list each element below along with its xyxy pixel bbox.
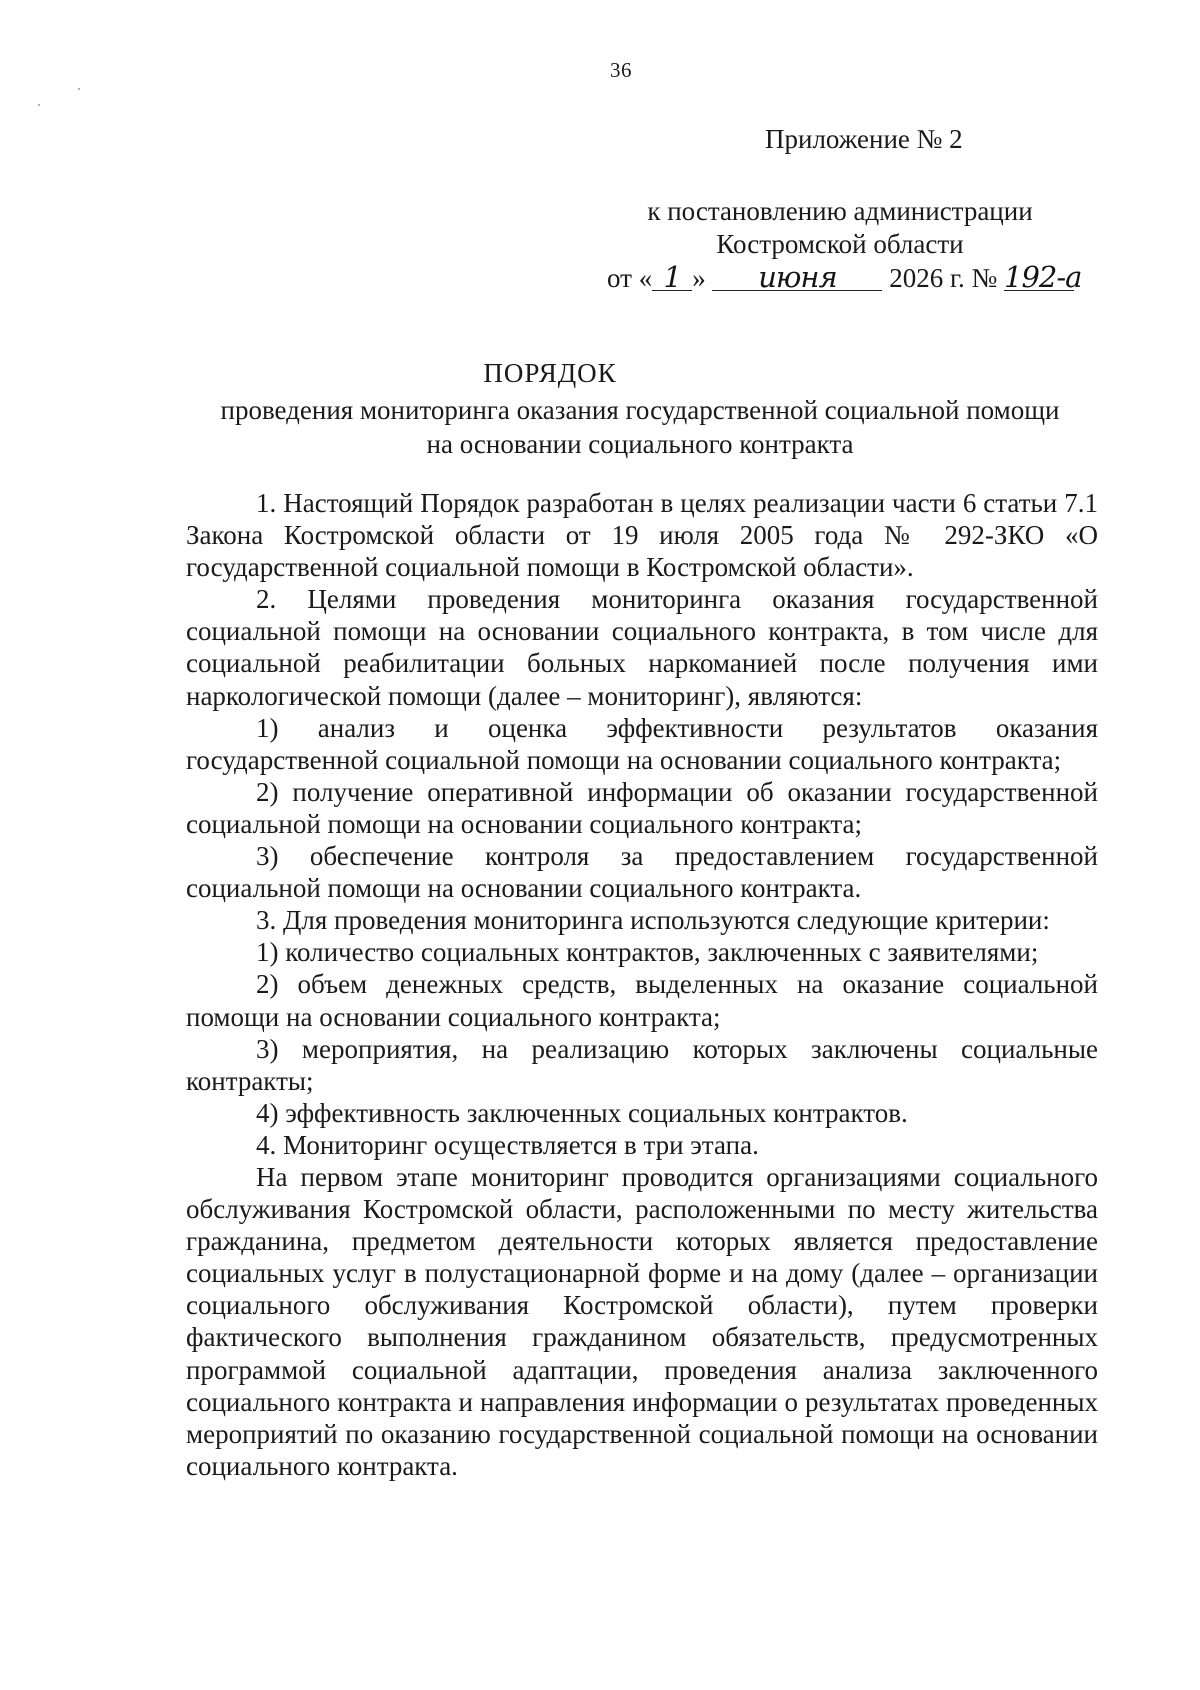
paragraph: На первом этапе мониторинг проводится организациями социального обслуживания Костромской области, расположенными по месту жительства гражданина, предметом деятельности которых является предоставление социальных услуг в полустационарной форме и на дому (далее – организации социального обслуживания Костромской области), путем проверки фактического выполнения гражданином обязательств, предусмотренных программой социальной адаптации, проведения анализа заключенного социального контракта и направления информации о результатах проведенных мероприятий по оказанию государственной социальной помощи на основании социального контракта.	[186, 1161, 1098, 1481]
paragraph: 1) анализ и оценка эффективности результатов оказания государственной социальной помощи на основании социального контракта;	[186, 712, 1098, 775]
paragraph: 2. Целями проведения мониторинга оказания государственной социальной помощи на основании социального контракта, в том числе для социальной реабилитации больных наркоманией после получения ими наркологической помощи (далее – мониторинг), являются:	[186, 584, 1098, 711]
paragraph: 1. Настоящий Порядок разработан в целях реализации части 6 статьи 7.1 Закона Костромской области от 19 июля 2005 года № 292-ЗКО «О государственной социальной помощи в Костромской области».	[186, 488, 1098, 583]
appendix-title: Приложение № 2	[765, 124, 963, 154]
reference-line-1: к постановлению администрации	[647, 196, 1033, 226]
paragraph: 2) получение оперативной информации об оказании государственной социальной помощи на основании социального контракта;	[186, 776, 1098, 839]
paragraph: 4. Мониторинг осуществляется в три этапа.	[256, 1129, 759, 1160]
scan-speck	[78, 88, 80, 90]
subtitle-line-1: проведения мониторинга оказания государственной социальной помощи	[220, 395, 1060, 425]
paragraph: 4) эффективность заключенных социальных контрактов.	[256, 1097, 908, 1128]
document-subtitle	[180, 393, 1100, 461]
paragraph: 3) обеспечение контроля за предоставлением государственной социальной помощи на основании социального контракта.	[186, 841, 1098, 904]
handwritten-month: июня	[712, 260, 882, 291]
paragraph: 2) объем денежных средств, выделенных на оказание социальной помощи на основании социального контракта;	[186, 969, 1098, 1032]
paragraph: 3. Для проведения мониторинга используются следующие критерии:	[256, 905, 1050, 936]
date-line	[607, 260, 1082, 294]
date-mid: »	[692, 263, 706, 293]
date-prefix: от «	[607, 263, 653, 293]
handwritten-day: 1	[652, 260, 692, 291]
document-title: ПОРЯДОК	[483, 358, 617, 388]
paragraph: 3) мероприятия, на реализацию которых заключены социальные контракты;	[186, 1033, 1098, 1096]
reference-block	[560, 195, 1120, 261]
page-number: 36	[610, 58, 632, 82]
subtitle-line-2: на основании социального контракта	[426, 429, 854, 459]
scan-speck	[38, 104, 40, 106]
body-text	[186, 487, 1098, 1482]
reference-line-2: Костромской области	[716, 229, 964, 259]
date-year: 2026 г. №	[889, 263, 998, 293]
paragraph: 1) количество социальных контрактов, заключенных с заявителями;	[256, 937, 1039, 968]
handwritten-doc-number: 192-а	[1004, 260, 1082, 294]
